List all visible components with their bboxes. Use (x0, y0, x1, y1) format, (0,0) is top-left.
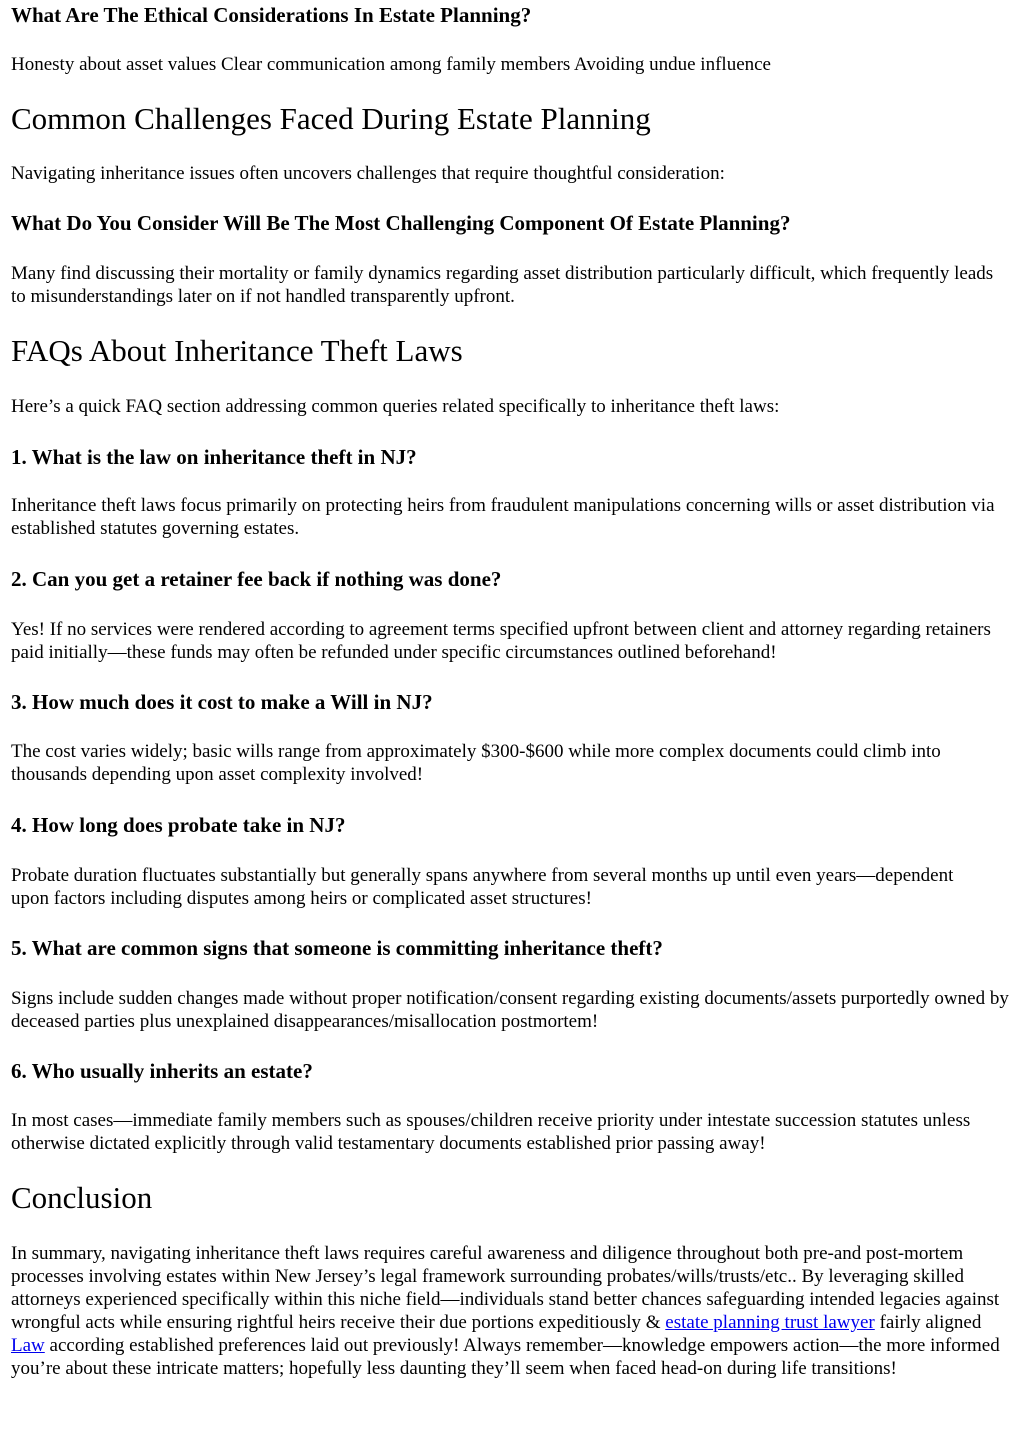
estate-planning-trust-lawyer-link[interactable]: estate planning trust lawyer (665, 1312, 875, 1333)
faq-answer: Signs include sudden changes made without proper notification/consent regarding existing documents/assets purportedly owned by deceased parties plus unexplained disappearances/misallocation postmortem! (11, 988, 1009, 1032)
ethical-text: Honesty about asset values Clear communication among family members Avoiding undue influence (11, 54, 771, 75)
faq-answer: In most cases—immediate family members such as spouses/children receive priority under intestate succession statutes unless otherwise dictated explicitly through valid testamentary documents established prior passing away! (11, 1110, 971, 1154)
faq-question: 6. Who usually inherits an estate? (11, 1059, 313, 1083)
ethical-heading: What Are The Ethical Considerations In Estate Planning? (11, 3, 532, 27)
challenges-heading: Common Challenges Faced During Estate Planning (11, 101, 651, 136)
faqs-heading: FAQs About Inheritance Theft Laws (11, 333, 463, 368)
faq-answer: Yes! If no services were rendered according to agreement terms specified upfront between client and attorney regarding retainers paid initially—these funds may often be refunded under specific circumstances outlined beforehand! (11, 619, 991, 663)
faq-question: 3. How much does it cost to make a Will in NJ? (11, 690, 433, 714)
conclusion-text-part: according established preferences laid out previously! Always remember—knowledge empowers action—the more informed you’re about these intricate matters; hopefully less daunting they’ll seem when faced head-on during life transitions! (11, 1335, 1000, 1379)
faq-question: 4. How long does probate take in NJ? (11, 813, 346, 837)
faq-question: 2. Can you get a retainer fee back if nothing was done? (11, 567, 502, 591)
faq-answer: Inheritance theft laws focus primarily on protecting heirs from fraudulent manipulations concerning wills or asset distribution via established statutes governing estates. (11, 495, 995, 539)
conclusion-text-part: fairly aligned (874, 1312, 982, 1333)
faqs-intro: Here’s a quick FAQ section addressing common queries related specifically to inheritance theft laws: (11, 396, 780, 417)
faq-answer: Probate duration fluctuates substantially but generally spans anywhere from several months up until even years—dependent upon factors including disputes among heirs or complicated asset structures! (11, 865, 954, 909)
challenges-subheading: What Do You Consider Will Be The Most Challenging Component Of Estate Planning? (11, 211, 791, 235)
challenges-text: Many find discussing their mortality or family dynamics regarding asset distribution particularly difficult, which frequently leads to misunderstandings later on if not handled transparently upfront. (11, 263, 994, 307)
challenges-intro: Navigating inheritance issues often uncovers challenges that require thoughtful consideration: (11, 163, 725, 184)
faq-answer: The cost varies widely; basic wills range from approximately $300-$600 while more complex documents could climb into thousands depending upon asset complexity involved! (11, 741, 941, 785)
conclusion-text (11, 1242, 1001, 1380)
law-link[interactable]: Law (11, 1335, 45, 1356)
faq-question: 1. What is the law on inheritance theft in NJ? (11, 445, 417, 469)
conclusion-heading: Conclusion (11, 1180, 153, 1215)
conclusion-text-part: In summary, navigating inheritance theft laws requires careful awareness and diligence throughout both pre-and post-mortem processes involving estates within New Jersey’s legal framework surrounding probates/wills/trusts/etc.. By leveraging skilled attorneys experienced specifically within this niche field—individuals stand better chances safeguarding intended legacies against wrongful acts while ensuring rightful heirs receive their due portions expeditiously & (11, 1243, 1000, 1333)
faq-question: 5. What are common signs that someone is committing inheritance theft? (11, 936, 663, 960)
